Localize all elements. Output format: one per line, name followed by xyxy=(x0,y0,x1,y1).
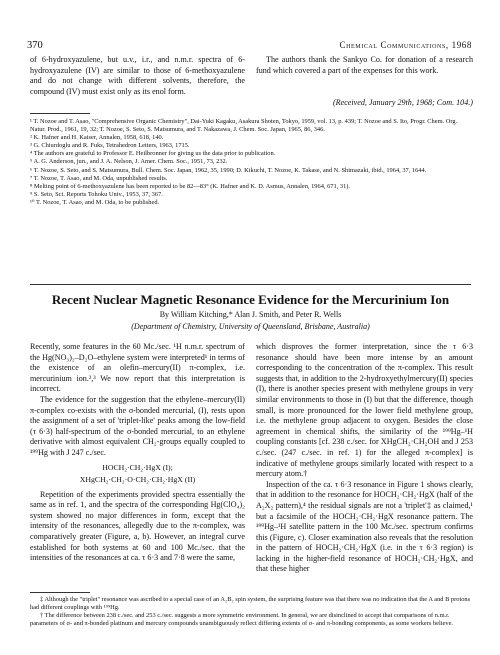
footnote-divider xyxy=(30,592,90,593)
footnote: † The difference between 238 c./sec. and 253 c./sec. suggests a more symmetric environment. In general, we are disinclined to accept that comparisons of n.m.r. parameters of σ- and π-bonded platinum and mercury compounds unambiguously reflect differing extents of σ- and π-bonding components, as some workers believe. xyxy=(30,612,453,628)
article-title: Recent Nuclear Magnetic Resonance Evidence for the Mercurinium Ion xyxy=(51,292,450,307)
formula-i: HOCH₂·CH₂·HgX (I); xyxy=(102,462,173,472)
section-divider xyxy=(30,284,471,285)
paragraph: Repetition of the experiments provided spectra essentially the same as in ref. 1, and the spectra of the corresponding Hg(ClO₄)₂ system showed no major differences in form, except that the intensity of the resonances, allegedly due to the π-complex, was comparatively greater (Figure, a, b). However, an integral curve established for both systems at 60 and 100 Mc./sec. that the intensities of the resonances at ca. τ 6·3 and 7·8 were the same, xyxy=(30,489,245,563)
footnotes xyxy=(30,596,471,628)
references-divider xyxy=(30,113,90,114)
received-date: (Received, January 29th, 1968; Com. 104.) xyxy=(332,98,473,107)
reference: ¹⁰ T. Nozoe, T. Asao, and M. Oda, to be published. xyxy=(30,198,160,206)
paragraph: Recently, some features in the 60 Mc./sec. ¹H n.m.r. spectrum of the Hg(NO₃)₂–D₂O–ethylene system were interpreted¹ in terms of the existence of an olefin–mercury(II) π-complex, i.e. mercurinium ion.²,³ We now report that this interpretation is incorrect. xyxy=(30,342,245,394)
right-column xyxy=(256,342,473,575)
reference: ⁶ T. Nozoe, S. Seto, and S. Matsumura, Bull. Chem. Soc. Japan, 1962, 35, 1990; D. Kikuchi, T. Nozoe, K. Takase, and N. Shimazaki, ibid., 1964, 37, 1644. xyxy=(30,166,427,174)
reference: ² K. Hafner and H. Kaiser, Annalen, 1958, 618, 140. xyxy=(30,134,164,142)
reference: ³ G. Chiurdoglu and R. Fuks, Tetrahedron Letters, 1963, 1715. xyxy=(30,142,190,150)
references-list xyxy=(30,118,471,207)
article-authors: By William Kitching,* Alan J. Smith, and Peter R. Wells xyxy=(159,310,342,319)
top-left-text: of 6-hydroxyazulene, but u.v., i.r., and n.m.r. spectra of 6-hydroxyazulene (IV) are similar to those of 6-methoxyazulene and do not change with different solvents, therefore, the compound (IV) must exist only as its enol form. xyxy=(30,55,245,96)
footnote: ‡ Although the "triplet" resonance was ascribed to a special case of an A₂B₂ spin system, the surprising feature was that there was no indication that the A and B protons had different couplings with ¹⁹⁹Hg. xyxy=(30,596,471,612)
paragraph: Inspection of the ca. τ 6·3 resonance in Figure 1 shows clearly, that in addition to the resonance for HOCH₂·CH₂·HgX (half of the A₂X₂ pattern),⁴ the residual signals are not a 'triplet'‡ as claimed,¹ but a facsimile of the HOCH₂·CH₂·HgX resonance pattern. The ¹⁹⁹Hg–¹H satellite pattern in the 100 Mc./sec. spectrum confirms this (Figure, c). Closer examination also reveals that the resolution in the pattern of HOCH₂·CH₂·HgX (i.e. in the τ 6·3 region) is lacking in the higher-field resonance of HOCH₂·CH₂·HgX, and that these higher xyxy=(256,479,473,574)
reference: ⁸ Melting point of 6-methoxyazulene has been reported to be 82—83° (K. Hafner and K. D. Asmus, Annalen, 1964, 671, 31). xyxy=(30,182,350,190)
paragraph: The evidence for the suggestion that the ethylene–mercury(II) π-complex co-exists with the σ-bonded mercurial, (I), rests upon the assignment of a set of 'triplet-like' peaks among the low-field (τ 6·3) half-spectrum of the σ-bonded mercurial, to an ethylene derivative with almost equivalent CH₂-groups equally coupled to ¹⁹⁹Hg with J 247 c./sec. xyxy=(30,394,245,457)
reference: ⁵ A. G. Anderson, jun., and J. A. Nelson, J. Amer. Chem. Soc., 1951, 73, 232. xyxy=(30,158,228,166)
reference: ⁷ T. Nozoe, T. Asao, and M. Oda, unpublished results. xyxy=(30,174,168,182)
left-column xyxy=(30,342,245,564)
reference: ⁴ The authors are grateful to Professor E. Heilbronner for giving us the data prior to publication. xyxy=(30,150,276,158)
acknowledgement: The authors thank the Sankyo Co. for donation of a research fund which covered a part of the expenses for this work. xyxy=(256,55,473,75)
page-number: 370 xyxy=(27,40,43,51)
article-affiliation: (Department of Chemistry, University of Queensland, Brisbane, Australia) xyxy=(131,322,370,331)
paragraph: which disproves the former interpretation, since the τ 6·3 resonance should have been more intense by an amount corresponding to the concentration of the π-complex. This result suggests that, in addition to the 2-hydroxyethylmercury(II) species (I), there is another species present with methylene groups in very similar environments to those in (I) but that the difference, though small, is more pronounced for the lower field methylene group, i.e. the methylene group adjacent to oxygen. Besides the close agreement in chemical shifts, the similarity of the ¹⁹⁹Hg–¹H coupling constants [cf. 238 c./sec. for XHgCH₂·CH₂OH and J 253 c./sec. (247 c./sec. in ref. 1) for the alleged π-complex] is indicative of methylene groups similarly located with respect to a mercury atom.† xyxy=(256,342,473,479)
journal-header: Chemical Communications, 1968 xyxy=(339,40,472,50)
reference: ⁹ S. Seto, Sci. Reports Tohoku Univ., 1953, 37, 367. xyxy=(30,190,163,198)
formula-ii: XHgCH₂·CH₂·O·CH₂·CH₂·HgX (II) xyxy=(79,474,196,484)
reference: ¹ T. Nozoe and T. Asao, "Comprehensive Organic Chemistry", Dai-Yuki Kagaku, Asakura Shoten, Tokyo, 1959, vol. 13, p. 439; T. Nozoe and S. Ito, Progr. Chem. Org. Natur. Prod., 1961, 19, 32; T. Nozoe, S. Seto, S. Matsumura, and T. Nakazawa, J. Chem. Soc. Japan, 1965, 86, 346. xyxy=(30,118,458,134)
